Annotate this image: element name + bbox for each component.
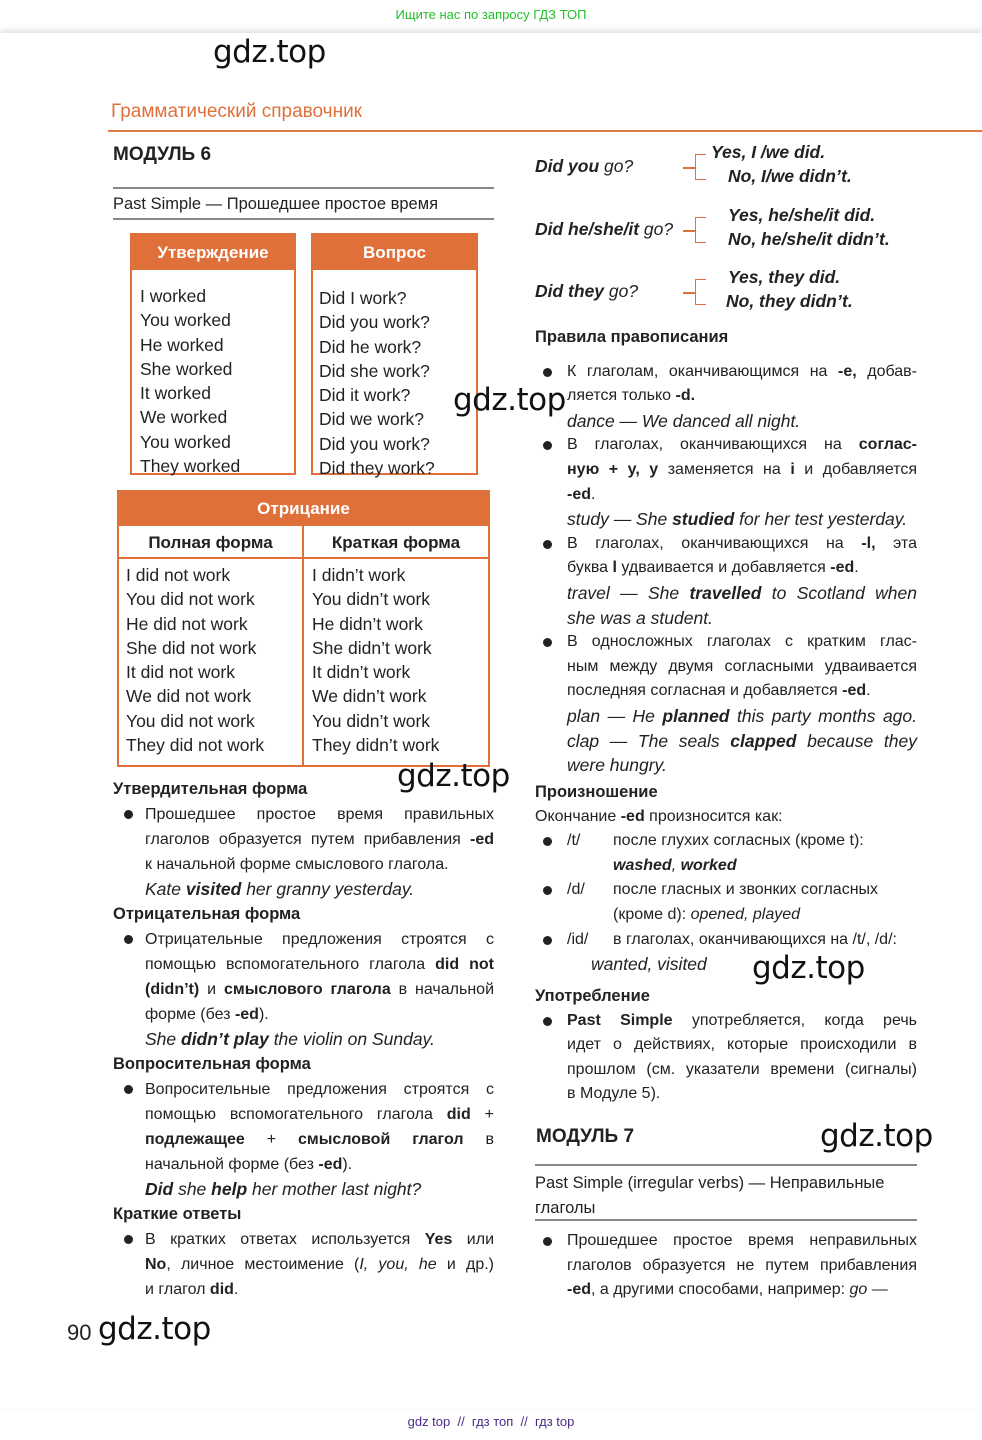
text-run: washed bbox=[613, 856, 672, 874]
table-cell: They didn’t work bbox=[312, 735, 440, 756]
text-run: this party months ago. bbox=[729, 705, 917, 726]
table-cell: You did not work bbox=[126, 589, 255, 610]
text-run: , bbox=[671, 856, 681, 874]
example bbox=[535, 409, 917, 434]
section-body bbox=[113, 927, 494, 1052]
text-run: в bbox=[463, 1131, 494, 1148]
text-run: в Модуле 5). bbox=[567, 1085, 661, 1103]
example bbox=[535, 507, 917, 532]
phoneme: /d/ bbox=[567, 881, 585, 899]
table-cell: He didn’t work bbox=[312, 613, 423, 634]
table-cell: You worked bbox=[140, 310, 231, 331]
watermark: gdz.top bbox=[453, 382, 566, 418]
divider bbox=[535, 1164, 917, 1166]
text-run: после глухих согласных (кроме t): bbox=[613, 832, 864, 850]
text-run: идет о действиях, которые происходили в bbox=[567, 1036, 917, 1054]
table-cell: I did not work bbox=[126, 565, 231, 585]
text-line bbox=[567, 532, 917, 557]
text-run: В кратких ответах используется bbox=[145, 1231, 425, 1248]
text-run: Вопросительные предложения строятся с bbox=[145, 1081, 494, 1098]
text-line bbox=[145, 852, 494, 877]
text-run: удваивается и добавляется bbox=[616, 559, 831, 577]
answer-no: No, he/she/it didn’t. bbox=[728, 229, 890, 249]
watermark: gdz.top bbox=[213, 34, 326, 70]
section-body bbox=[535, 1009, 917, 1107]
text-line bbox=[145, 1252, 494, 1277]
search-banner: Ищите нас по запросу ГДЗ ТОП bbox=[395, 7, 587, 22]
text-run: She bbox=[145, 1029, 181, 1049]
answer-no: No, they didn’t. bbox=[726, 291, 853, 311]
bullet-item bbox=[535, 360, 917, 409]
text-run: или bbox=[452, 1231, 494, 1248]
text-line bbox=[567, 1278, 917, 1303]
table-cell: He worked bbox=[140, 334, 224, 355]
table-cell: Did I work? bbox=[319, 288, 407, 308]
text-line bbox=[145, 952, 494, 977]
module-7-rules bbox=[535, 1229, 917, 1303]
text-run: глаголов образуется путем прибавления bbox=[145, 831, 470, 848]
text-line bbox=[567, 483, 917, 508]
example bbox=[535, 704, 917, 778]
text-run: Past Simple bbox=[567, 1011, 673, 1029]
text-run: — bbox=[867, 1281, 888, 1299]
text-run: , личное местоимение ( bbox=[166, 1256, 360, 1273]
text-run: употребляется, когда речь bbox=[672, 1011, 917, 1029]
table-cell: We did not work bbox=[126, 686, 252, 707]
text-line bbox=[613, 928, 917, 953]
text-run: смыслового глагола bbox=[223, 981, 391, 998]
section-heading: Вопросительная форма bbox=[113, 1055, 311, 1073]
text-run: go bbox=[849, 1281, 868, 1299]
table-cell: It didn’t work bbox=[312, 662, 411, 683]
table-cell: Did he work? bbox=[319, 336, 422, 357]
text-run: . bbox=[866, 682, 871, 700]
text-run: помощью вспомогательного глагола bbox=[145, 956, 436, 973]
text-run: l bbox=[612, 559, 617, 577]
text-line bbox=[145, 1002, 494, 1027]
section-heading: Отрицательная форма bbox=[113, 905, 301, 923]
phoneme: /id/ bbox=[567, 930, 589, 948]
text-line bbox=[145, 1277, 494, 1302]
text-run: I, you, he bbox=[359, 1256, 437, 1273]
table-cell: He did not work bbox=[126, 613, 248, 634]
text-run: for her test yesterday. bbox=[734, 509, 908, 530]
text-run: played bbox=[752, 905, 801, 923]
text-run: visited bbox=[185, 879, 242, 899]
example bbox=[113, 1177, 494, 1202]
module-7-subtitle bbox=[535, 1171, 884, 1220]
text-run: . bbox=[233, 1281, 239, 1298]
bracket-icon bbox=[683, 230, 695, 232]
text-run: wanted bbox=[591, 954, 648, 975]
text-run: studied bbox=[672, 509, 735, 530]
table-cell: They did not work bbox=[126, 735, 265, 756]
bracket-icon bbox=[683, 292, 695, 294]
subtitle-line: Past Simple (irregular verbs) — Неправильные bbox=[535, 1174, 885, 1192]
text-run: -ed bbox=[234, 1006, 259, 1023]
table-cell: Did they work? bbox=[319, 458, 435, 479]
text-line bbox=[145, 1027, 494, 1052]
spelling-rules bbox=[535, 325, 917, 778]
affirmative-table bbox=[130, 233, 296, 475]
text-run: последняя согласная и добавляется bbox=[567, 682, 843, 700]
text-run: буква bbox=[567, 559, 613, 577]
text-run: В глаголах, оканчивающихся на bbox=[567, 436, 859, 454]
text-line bbox=[145, 1177, 494, 1202]
text-run: смысловой глагол bbox=[298, 1131, 464, 1148]
text-line bbox=[145, 1227, 494, 1252]
text-run: и bbox=[199, 981, 224, 998]
text-line bbox=[567, 433, 917, 458]
text-run: -l, bbox=[861, 534, 876, 552]
text-run: , bbox=[743, 905, 753, 923]
subtitle-line: глаголы bbox=[535, 1198, 596, 1217]
text-run: she bbox=[173, 1179, 212, 1199]
bracket-icon bbox=[695, 279, 706, 305]
text-run: -ed bbox=[567, 485, 591, 503]
text-run: Отрицательные предложения строятся с bbox=[145, 931, 494, 948]
text-run: эта bbox=[875, 534, 917, 552]
text-run: ляется только bbox=[567, 387, 676, 405]
text-run: Yes bbox=[424, 1231, 453, 1248]
watermark: gdz.top bbox=[397, 758, 510, 794]
text-run: travel — She bbox=[567, 582, 690, 603]
text-run: her mother last night? bbox=[247, 1179, 422, 1199]
text-line bbox=[567, 606, 917, 631]
bullet-item bbox=[113, 802, 494, 877]
text-run: visited bbox=[657, 954, 707, 975]
text-line bbox=[567, 704, 917, 729]
text-line bbox=[145, 1077, 494, 1102]
example bbox=[113, 1027, 494, 1052]
table-cell: I worked bbox=[140, 286, 207, 306]
text-run: the violin on Sunday. bbox=[268, 1029, 435, 1049]
page-number: 90 bbox=[67, 1320, 92, 1345]
text-run: did bbox=[209, 1281, 234, 1298]
text-run: because they bbox=[796, 730, 917, 751]
module-6-subtitle: Past Simple — Прошедшее простое время bbox=[113, 195, 439, 213]
section-heading: Произношение bbox=[535, 783, 658, 801]
text-run: she was a student. bbox=[567, 607, 713, 628]
text-run: форме (без bbox=[145, 1006, 235, 1023]
text-line bbox=[145, 827, 494, 852]
text-run: В глаголах, оканчивающихся на bbox=[567, 534, 862, 552]
question-subject: Did he/she/it bbox=[535, 219, 640, 239]
answer-yes: Yes, they did. bbox=[728, 267, 841, 287]
text-run: dance — We bbox=[567, 410, 673, 431]
pronunciation-section bbox=[535, 780, 917, 977]
usage-section bbox=[535, 984, 917, 1107]
table-cell: You didn’t work bbox=[312, 710, 431, 731]
question bbox=[535, 156, 633, 177]
text-line bbox=[567, 581, 917, 606]
section-heading: Правила правописания bbox=[535, 328, 729, 346]
text-run: Kate bbox=[145, 879, 186, 899]
text-line bbox=[145, 977, 494, 1002]
short-form-column bbox=[304, 559, 488, 765]
full-form-column bbox=[119, 559, 304, 765]
text-run: прошлом (см. указатели времени (сигналы) bbox=[567, 1060, 917, 1078]
bullet-item bbox=[113, 927, 494, 1027]
text-run: -ed bbox=[567, 1281, 591, 1299]
text-run: plan — He bbox=[567, 705, 663, 726]
section-body bbox=[535, 360, 917, 778]
text-run: , bbox=[647, 954, 658, 975]
reference-title: Грамматический справочник bbox=[111, 101, 362, 122]
text-line bbox=[567, 507, 917, 532]
text-run: study — She bbox=[567, 509, 673, 530]
table-cell: You did not work bbox=[126, 710, 255, 731]
bullet-item bbox=[113, 1077, 494, 1177]
text-run: (кроме d): bbox=[613, 905, 691, 923]
text-line bbox=[145, 1102, 494, 1127]
table-header: Вопрос bbox=[313, 235, 476, 270]
question-verb: go? bbox=[604, 156, 634, 176]
section-heading: Краткие ответы bbox=[113, 1205, 242, 1223]
module-7-title: МОДУЛЬ 7 bbox=[536, 1126, 635, 1147]
watermark: gdz.top bbox=[98, 1311, 211, 1347]
table-cell: They worked bbox=[140, 456, 241, 477]
section-body bbox=[113, 802, 494, 902]
text-run: worked bbox=[680, 856, 737, 874]
answer-yes: Yes, I /we did. bbox=[711, 142, 826, 162]
text-run: didn’t play bbox=[181, 1029, 269, 1049]
text-run: Прошедшее простое время правильных bbox=[145, 806, 494, 823]
text-line bbox=[567, 556, 917, 581]
bracket-icon bbox=[695, 217, 706, 243]
text-line bbox=[535, 805, 917, 830]
bullet-item bbox=[535, 433, 917, 507]
text-line bbox=[567, 679, 917, 704]
text-line bbox=[567, 753, 917, 778]
text-line bbox=[567, 1058, 917, 1083]
table-cell: It did not work bbox=[126, 662, 235, 683]
text-run: -ed bbox=[318, 1156, 343, 1173]
text-run: clap — The seals bbox=[567, 730, 731, 751]
table-cell: Did it work? bbox=[319, 385, 411, 406]
text-run: начальной форме (без bbox=[145, 1156, 319, 1173]
text-line bbox=[567, 1082, 917, 1107]
text-run: all night. bbox=[730, 410, 801, 431]
column-header-full: Полная форма bbox=[119, 526, 304, 557]
short-answers-diagram bbox=[535, 140, 935, 320]
text-run: were hungry. bbox=[567, 755, 667, 776]
bullet-item bbox=[535, 1009, 917, 1107]
text-run: К глаголам, оканчивающимся на bbox=[567, 362, 838, 380]
text-line bbox=[567, 655, 917, 680]
text-run: did not bbox=[435, 956, 494, 973]
text-run: Did bbox=[145, 1179, 174, 1199]
text-line bbox=[567, 409, 917, 434]
question-table bbox=[311, 233, 478, 479]
text-line bbox=[145, 1152, 494, 1177]
section-body bbox=[113, 1227, 494, 1302]
text-run: opened bbox=[690, 905, 744, 923]
section-body bbox=[113, 1077, 494, 1202]
bullet-item bbox=[113, 1227, 494, 1302]
pronunciation-item bbox=[535, 878, 917, 927]
text-run: заменяется на bbox=[658, 460, 791, 478]
question-subject: Did you bbox=[535, 156, 600, 176]
text-line bbox=[613, 878, 917, 903]
example bbox=[113, 877, 494, 902]
table-cell: We worked bbox=[140, 407, 228, 428]
title-divider bbox=[108, 130, 982, 132]
text-run: No bbox=[145, 1256, 167, 1273]
table-cell: It worked bbox=[140, 383, 211, 404]
table-cell: You didn’t work bbox=[312, 589, 431, 610]
table-cell: Did we work? bbox=[319, 409, 425, 430]
text-run: danced bbox=[672, 410, 731, 431]
table-cell: Did she work? bbox=[319, 360, 430, 381]
question-verb: go? bbox=[608, 281, 639, 301]
table-header: Отрицание bbox=[119, 492, 488, 526]
module-6-title: МОДУЛЬ 6 bbox=[113, 144, 212, 165]
table-cell: She worked bbox=[140, 358, 233, 379]
text-run: -ed bbox=[830, 559, 855, 577]
bracket-icon bbox=[695, 154, 706, 180]
text-run: travelled bbox=[689, 582, 762, 603]
text-line bbox=[613, 854, 917, 879]
text-run: ). bbox=[342, 1156, 353, 1173]
text-line bbox=[613, 903, 917, 928]
question bbox=[535, 281, 638, 302]
table-header: Утверждение bbox=[132, 235, 294, 270]
left-grammar-sections bbox=[113, 777, 494, 1302]
text-line bbox=[567, 1254, 917, 1279]
question-subject: Did they bbox=[535, 281, 605, 301]
answer-yes: Yes, he/she/it did. bbox=[728, 205, 876, 225]
table-cell: We didn’t work bbox=[312, 686, 427, 707]
table-cell: She did not work bbox=[126, 637, 257, 658]
text-run: clapped bbox=[730, 730, 797, 751]
text-run: после гласных и звонких согласных bbox=[613, 881, 879, 899]
table-rows bbox=[313, 270, 476, 480]
text-line bbox=[145, 1127, 494, 1152]
table-cell: I didn’t work bbox=[312, 565, 406, 585]
text-run: В односложных глаголах с кратким глас- bbox=[567, 633, 917, 651]
text-run: ным между двумя согласными удваивается bbox=[567, 657, 917, 675]
text-run: -d. bbox=[675, 387, 696, 405]
text-run: Окончание bbox=[535, 807, 621, 825]
text-run: to Scotland when bbox=[761, 582, 917, 603]
divider bbox=[113, 218, 494, 220]
example bbox=[535, 581, 917, 630]
text-line bbox=[567, 1229, 917, 1254]
text-line bbox=[567, 384, 917, 409]
text-run: и др.) bbox=[436, 1256, 494, 1273]
text-line bbox=[145, 927, 494, 952]
bullet-item bbox=[535, 532, 917, 581]
text-line bbox=[567, 1009, 917, 1034]
table-rows bbox=[132, 270, 294, 478]
watermark: gdz.top bbox=[820, 1118, 933, 1154]
table-cell: She didn’t work bbox=[312, 637, 432, 658]
text-run: , а другими способами, например: bbox=[591, 1281, 850, 1299]
text-line bbox=[613, 829, 917, 854]
text-run: -ed bbox=[842, 682, 867, 700]
section-heading: Утвердительная форма bbox=[113, 780, 308, 798]
text-run: ). bbox=[258, 1006, 269, 1023]
text-run: her granny yesterday. bbox=[241, 879, 415, 899]
text-run: ную + y, y bbox=[567, 460, 659, 478]
text-run: к начальной форме смыслового глагола. bbox=[145, 856, 449, 873]
bullet-item bbox=[535, 630, 917, 704]
text-run: подлежащее bbox=[145, 1131, 245, 1148]
text-run: help bbox=[211, 1179, 248, 1199]
text-run: planned bbox=[662, 705, 730, 726]
text-run: . bbox=[591, 485, 596, 503]
text-run: соглас- bbox=[858, 436, 917, 454]
answer-no: No, I/we didn’t. bbox=[728, 166, 852, 186]
section-heading: Употребление bbox=[535, 987, 650, 1005]
text-run: -e, bbox=[838, 362, 857, 380]
divider bbox=[113, 187, 494, 189]
column-header-short: Краткая форма bbox=[331, 533, 461, 552]
text-run: . bbox=[854, 559, 859, 577]
bracket-icon bbox=[683, 167, 695, 169]
text-run: помощью вспомогательного глагола bbox=[145, 1106, 447, 1123]
text-line bbox=[145, 802, 494, 827]
text-run: добав- bbox=[856, 362, 917, 380]
phoneme: /t/ bbox=[567, 832, 581, 850]
divider bbox=[535, 1219, 917, 1221]
table-cell: Did you work? bbox=[319, 433, 430, 454]
text-run: в глаголах, оканчивающихся на /t/, /d/: bbox=[613, 930, 897, 948]
text-line bbox=[567, 630, 917, 655]
text-run: did bbox=[446, 1106, 471, 1123]
negation-table bbox=[117, 490, 490, 767]
footer-links: gdz top // гдз топ // гдз top bbox=[407, 1414, 575, 1429]
text-line bbox=[567, 729, 917, 754]
text-run: в начальной bbox=[390, 981, 495, 998]
table-cell: You worked bbox=[140, 431, 231, 452]
text-run: Прошедшее простое время неправильных bbox=[567, 1232, 917, 1249]
text-run: произносится как: bbox=[644, 807, 783, 825]
table-cell: Did you work? bbox=[319, 312, 430, 333]
pronunciation-item bbox=[535, 829, 917, 878]
text-run: и добавляется bbox=[794, 460, 918, 478]
text-line bbox=[567, 1033, 917, 1058]
bullet-item bbox=[535, 1229, 917, 1303]
text-line bbox=[567, 458, 917, 483]
text-run: -ed bbox=[620, 807, 645, 825]
watermark: gdz.top bbox=[752, 950, 865, 986]
question-verb: go? bbox=[643, 219, 674, 239]
text-run: i bbox=[790, 460, 795, 478]
text-line bbox=[145, 877, 494, 902]
text-run: + bbox=[244, 1131, 299, 1148]
question bbox=[535, 219, 673, 240]
text-run: (didn’t) bbox=[145, 981, 200, 998]
text-run: и глагол bbox=[145, 1281, 210, 1298]
text-run: + bbox=[470, 1106, 494, 1123]
text-run: глаголов образуется не путем прибавления bbox=[567, 1256, 917, 1274]
text-run: -ed bbox=[470, 831, 494, 848]
text-line bbox=[567, 360, 917, 385]
